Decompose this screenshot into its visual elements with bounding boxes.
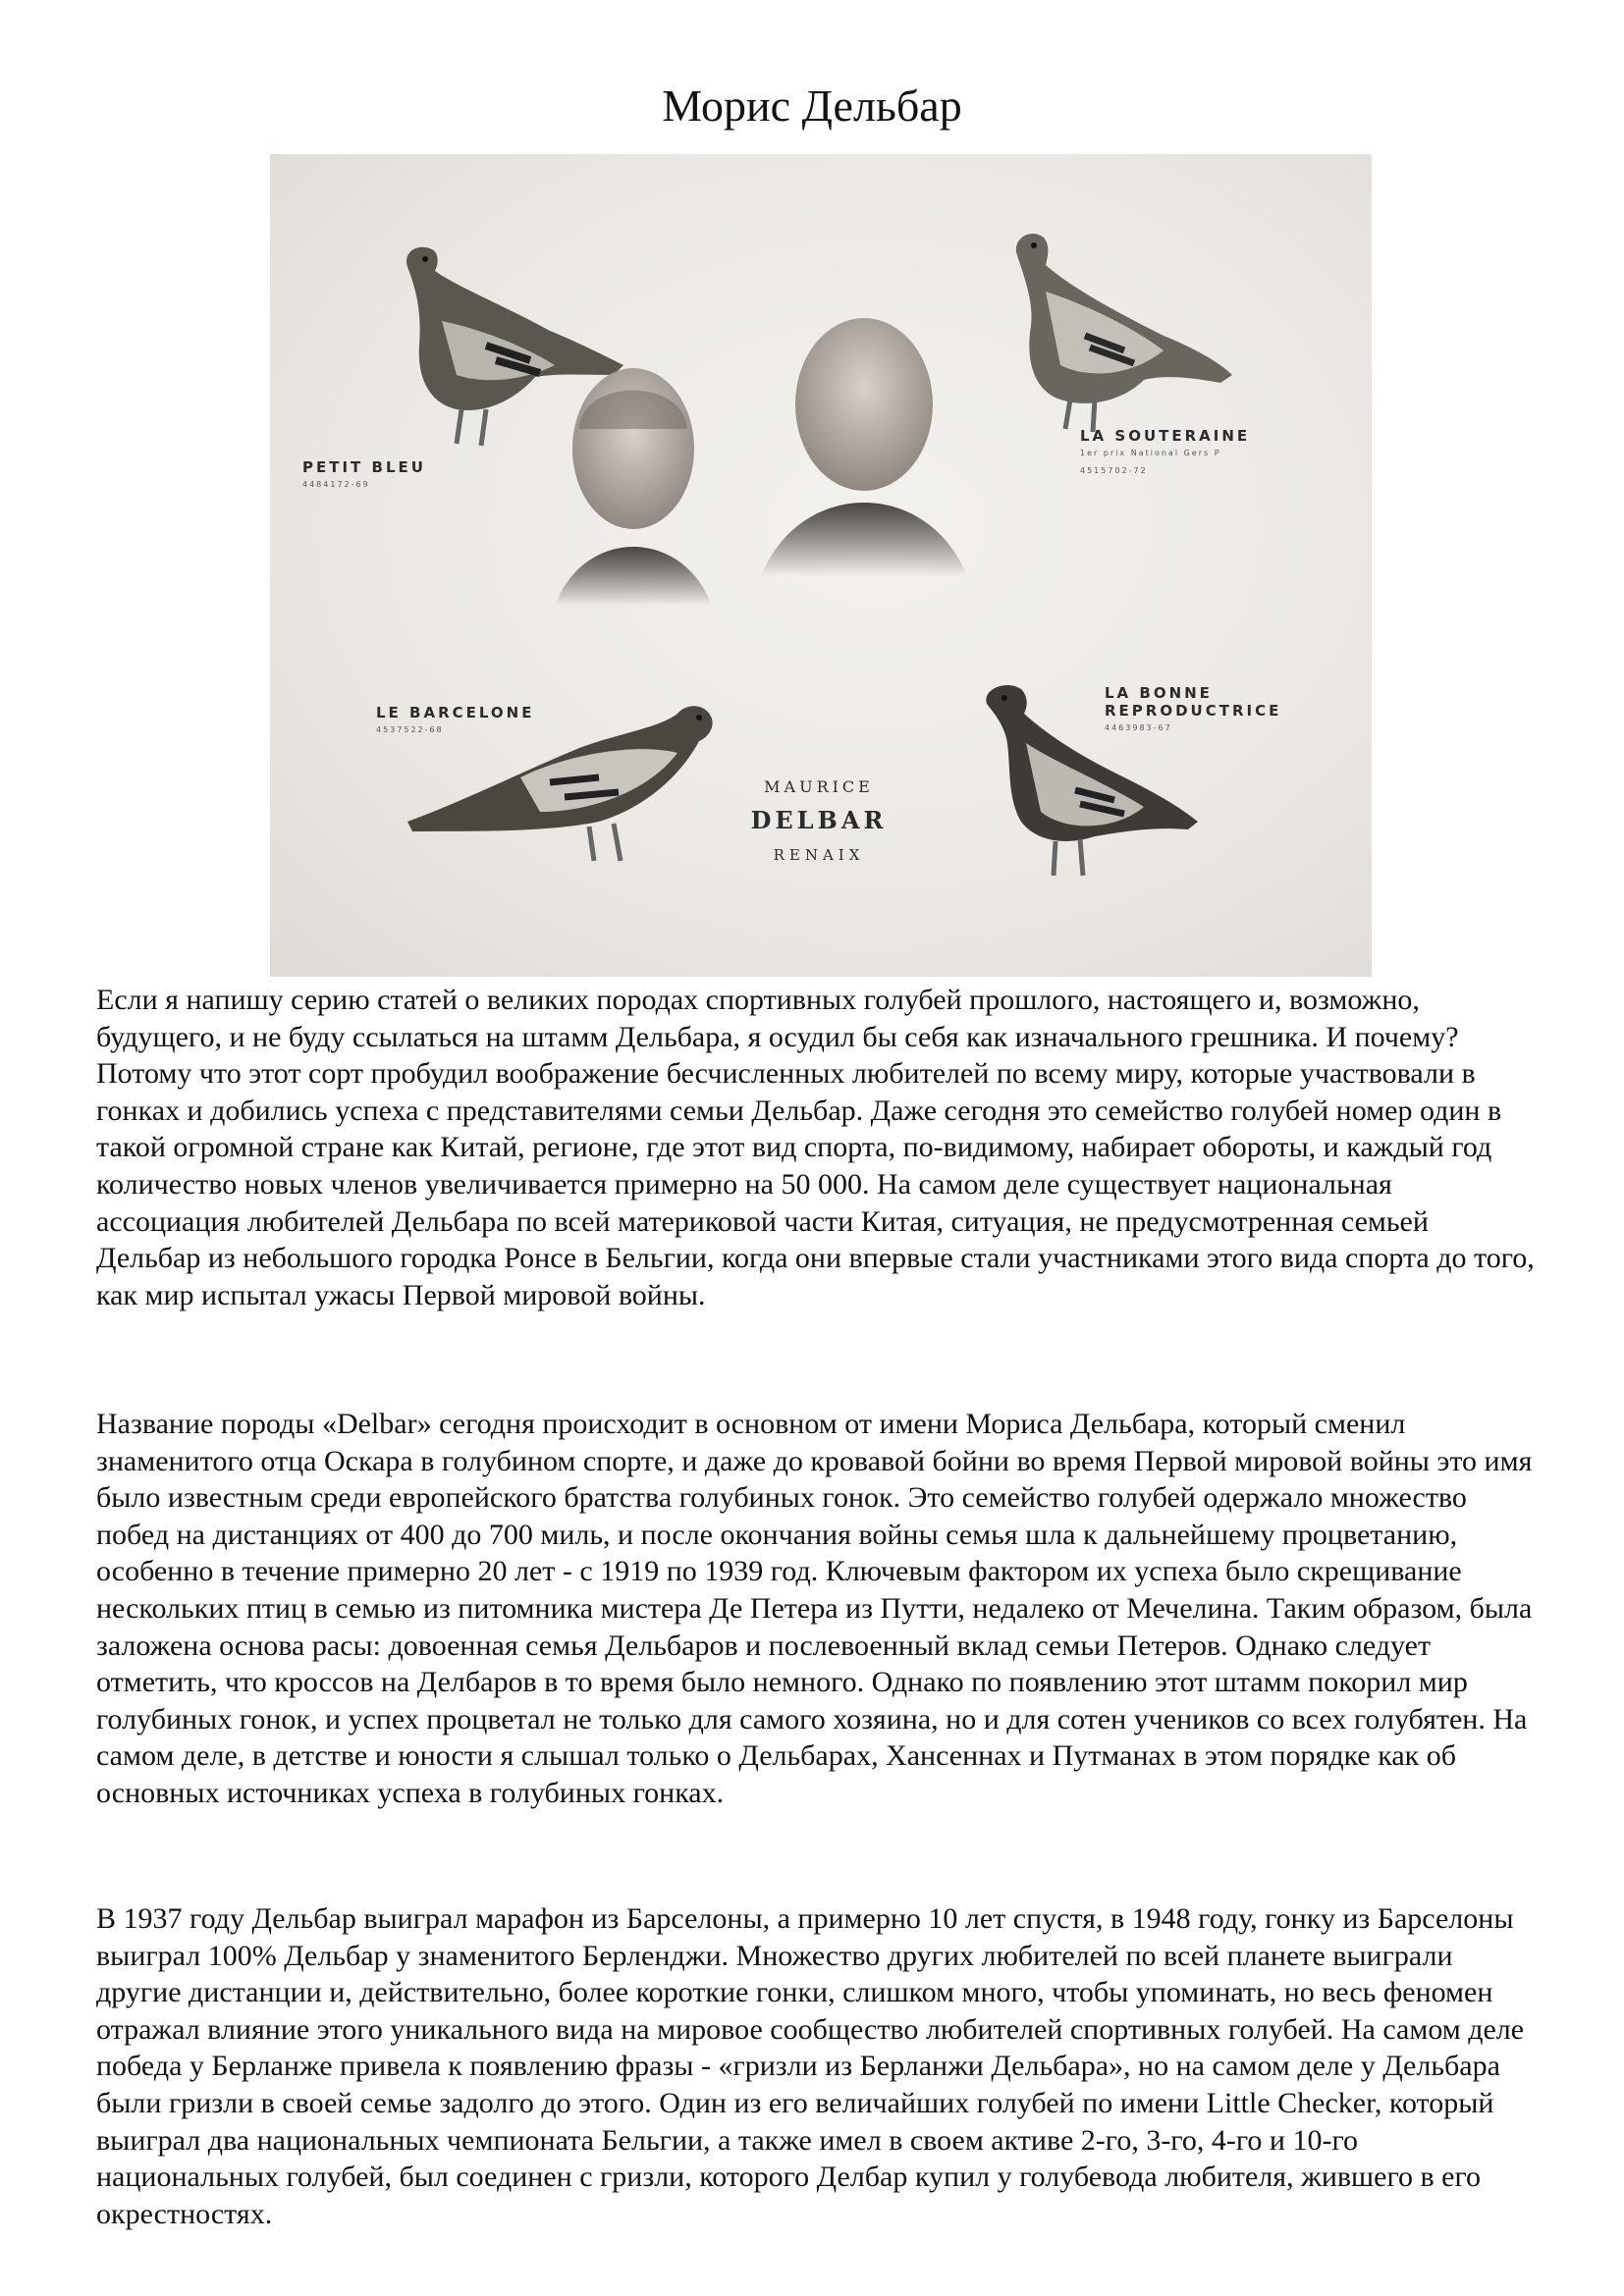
paragraph-1-text: Если я напишу серию статей о великих породах спортивных голубей прошлого, настоящего и, возможно, будущего, и не буду ссылаться на штамм Дельбара, я осудил бы себя как изначального грешника. И почему? Потому что этот сорт пробудил воображение бесчисленных любителей по всему миру, которые участвовали в гонках и добились успеха с представителями семьи Дельбар. Даже сегодня это семейство голубей номер один в такой огромной стране как Китай, регионе, где этот вид спорта, по-видимому, набирает обороты, и каждый год количество новых членов увеличивается примерно на 50 000. На самом деле существует национальная ассоциация любителей Дельбара по всей материковой части Китая, ситуация, не предусмотренная семьей Дельбар из небольшого городка Ронсе в Бельгии, когда они впервые стали участниками этого вида спорта до того, как мир испытал ужасы Первой мировой войны. <box>96 984 1535 1311</box>
portrait-right <box>761 318 967 576</box>
caption-petit-bleu-ring: 4484172-69 <box>302 480 370 489</box>
caption-le-barcelone-name: LE BARCELONE <box>376 704 535 721</box>
maurice-delbar-caption <box>745 777 893 864</box>
caption-petit-bleu <box>302 458 426 494</box>
caption-la-bonne-reproductrice <box>1105 684 1281 737</box>
paragraph-3 <box>96 1900 1536 2232</box>
caption-reproductrice: REPRODUCTRICE <box>1105 702 1282 720</box>
caption-le-barcelone <box>376 704 534 739</box>
caption-delbar: DELBAR <box>750 806 888 834</box>
caption-renaix: RENAIX <box>773 846 865 864</box>
paragraph-2 <box>96 1406 1536 1812</box>
pigeon-la-souteraine <box>1016 234 1232 432</box>
caption-la-bonne-ring: 4463983-67 <box>1105 723 1172 732</box>
paragraph-2-text: Название породы «Delbar» сегодня происходит в основном от имени Мориса Дельбара, который сменил знаменитого отца Оскара в голубином спорте, и даже до кровавой бойни во время Первой мировой войны это имя было известным среди европейского братства голубиных гонок. Это семейство голубей одержало множество побед на дистанциях от 400 до 700 миль, и после окончания войны семья шла к дальнейшему процветанию, особенно в течение примерно 20 лет - с 1919 по 1939 год. Ключевым фактором их успеха было скрещивание нескольких птиц в семью из питомника мистера Де Петера из Путти, недалеко от Мечелина. Таким образом, была заложена основа расы: довоенная семья Дельбаров и послевоенный вклад семьи Петеров. Однако следует отметить, что кроссов на Делбаров в то время было немного. Однако по появлению этот штамм покорил мир голубиных гонок, и успех процветал не только для самого хозяина, но и для сотен учеников со всех голубятен. На самом деле, в детстве и юности я слышал только о Дельбарах, Хансеннах и Путманах в этом порядке как об основных источниках успеха в голубиных гонках. <box>96 1408 1533 1809</box>
caption-la-souteraine-sub: 1er prix National Gers P <box>1080 449 1221 457</box>
caption-la-souteraine-ring: 4515702-72 <box>1080 466 1148 475</box>
paragraph-3-text: В 1937 году Дельбар выиграл марафон из Барселоны, а примерно 10 лет спустя, в 1948 году, гонку из Барселоны выиграл 100% Дельбар у знаменитого Берленджи. Множество других любителей по всей планете выиграли другие дистанции и, действительно, более короткие гонки, слишком много, чтобы упоминать, но весь феномен отражал влияние этого уникального вида на мировое сообщество любителей спортивных голубей. На самом деле победа у Берланже привела к появлению фразы - «гризли из Берланжи Дельбара», но на самом деле у Дельбара были гризли в своей семье задолго до этого. Один из его величайших голубей по имени Little Checker, который выиграл два национальных чемпионата Бельгии, а также имел в своем активе 2-го, 3-го, 4-го и 10-го национальных голубей, был соединен с гризли, которого Делбар купил у голубевода любителя, жившего в его окрестностях. <box>96 1902 1525 2230</box>
paragraph-1 <box>96 982 1536 1313</box>
caption-la-souteraine <box>1080 427 1250 480</box>
page-title: Морис Дельбар <box>662 80 962 131</box>
caption-le-barcelone-ring: 4537522-68 <box>376 725 444 734</box>
caption-la-bonne: LA BONNE <box>1105 684 1213 702</box>
caption-la-souteraine-name: LA SOUTERAINE <box>1080 427 1251 445</box>
caption-petit-bleu-name: PETIT BLEU <box>302 458 426 476</box>
caption-maurice: MAURICE <box>764 777 874 796</box>
portrait-left <box>555 368 712 606</box>
pigeons-and-portraits-photo <box>270 154 1372 977</box>
